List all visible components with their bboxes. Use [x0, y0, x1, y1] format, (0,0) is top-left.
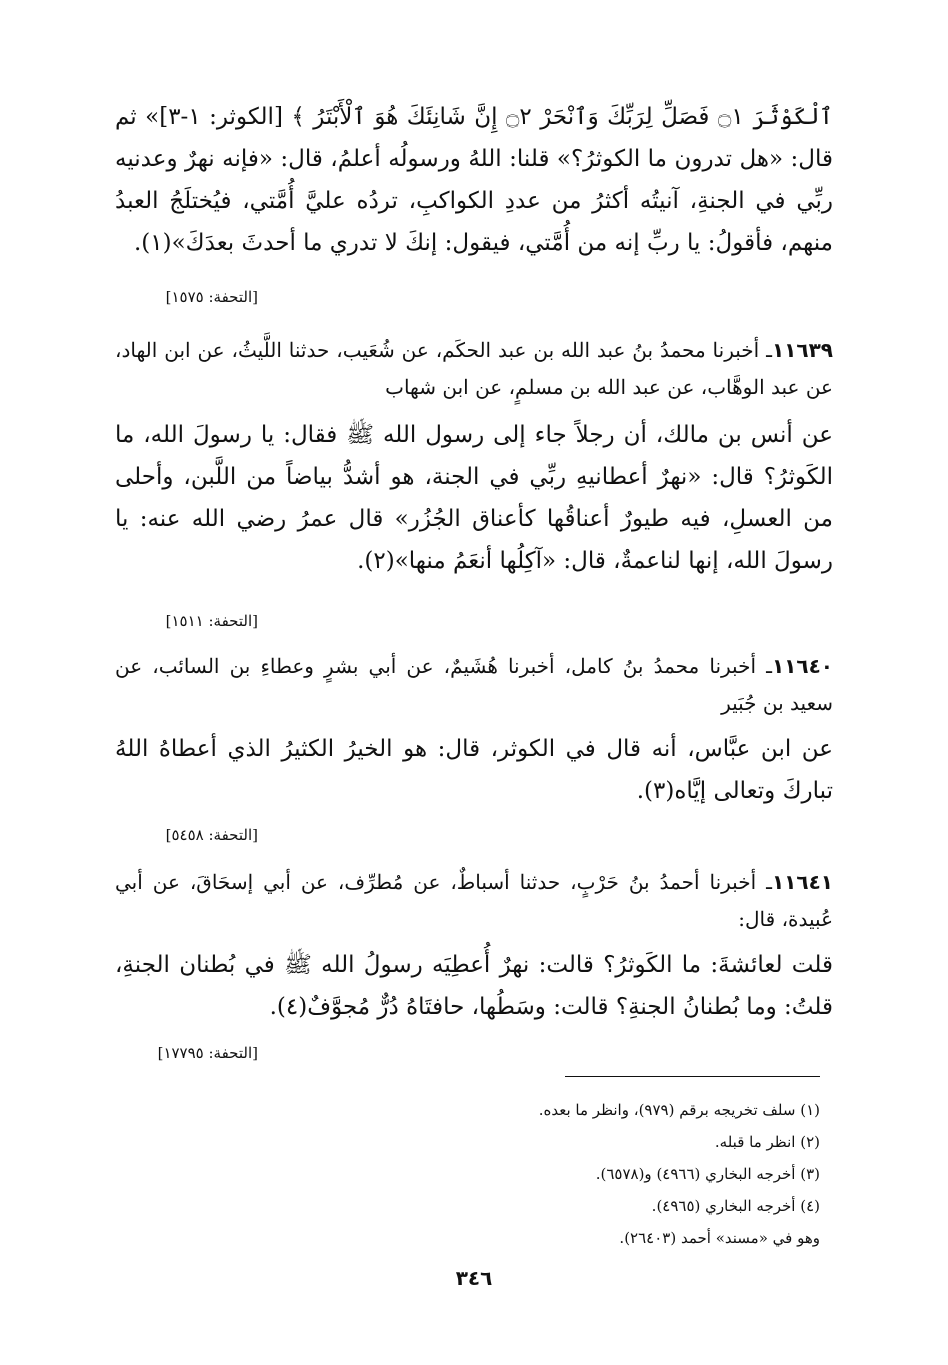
hadith-1639-chain-text: ـ أخبرنا محمدُ بنُ عبد الله بن عبد الحكَم، عن شُعَيب، حدثنا اللَّيثُ، عن ابن الهاد، عن عبد الوهَّاب، عن عبد الله بن مسلمٍ، عن ابن شهاب	[115, 338, 833, 399]
hadith-1640-chain	[115, 648, 833, 722]
hadith-1640-number: ١١٦٤٠	[771, 654, 833, 678]
hadith-1641-text: قلت لعائشةَ: ما الكَوثرُ؟ قالت: نهرٌ أُعطِيَه رسولُ الله ﷺ في بُطنان الجنةِ، قلتُ: وما بُطنانُ الجنةِ؟ قالت: وسَطُها، حافتَاهُ دُرٌّ مُجوَّفٌ(٤).	[115, 952, 833, 1020]
footnotes	[200, 1094, 820, 1254]
hadith-1639-chain	[115, 332, 833, 406]
footnote-separator	[565, 1076, 820, 1077]
hadith-1640-ref: [التحفة: ٥٤٥٨]	[165, 826, 258, 844]
hadith-1639-number: ١١٦٣٩	[771, 338, 833, 362]
footnote-1: (١) سلف تخريجه برقم (٩٧٩)، وانظر ما بعده.	[538, 1101, 820, 1119]
page-number: ٣٤٦	[455, 1266, 493, 1290]
footnote-2: (٢) انظر ما قبله.	[714, 1133, 820, 1151]
intro-ref: [التحفة: ١٥٧٥]	[165, 288, 258, 306]
hadith-1639-text: عن أنس بن مالك، أن رجلاً جاء إلى رسول الله ﷺ فقال: يا رسولَ الله، ما الكَوثرُ؟ قال: «نهرٌ أعطانيهِ ربِّي في الجنة، هو أشدُّ بياضاً من اللَّبن، وأحلى من العسلِ، فيه طيورٌ أعناقُها كأعناق الجُزُر» قال عمرُ رضي الله عنه: يا رسولَ الله، إنها لناعمةٌ، قال: «آكِلُها أنعَمُ منها»(٢).	[115, 422, 833, 574]
intro-paragraph: ٱلْكَوْثَرَ ۝١ فَصَلِّ لِرَبِّكَ وَٱنْحَرْ ۝٢ إِنَّ شَانِئَكَ هُوَ ٱلْأَبْتَرُ ﴾ [الكوثر: ١-٣]» ثم قال: «هل تدرون ما الكوثرُ؟» قلنا: اللهُ ورسولُه أعلمُ، قال: «فإنه نهرٌ وعدنيه ربِّي في الجنةِ، آنيتُه أكثرُ من عددِ الكواكبِ، تردُه عليَّ أُمَّتي، فيُختلَجُ العبدُ منهم، فأقولُ: يا ربِّ إنه من أُمَّتي، فيقول: إنكَ لا تدري ما أحدثَ بعدَكَ»(١).	[115, 104, 833, 256]
hadith-1639-ref: [التحفة: ١٥١١]	[165, 612, 258, 630]
footnote-3: (٣) أخرجه البخاري (٤٩٦٦) و(٦٥٧٨).	[595, 1165, 820, 1183]
hadith-1640-text: عن ابن عبَّاس، أنه قال في الكوثر، قال: هو الخيرُ الكثيرُ الذي أعطاهُ اللهُ تباركَ وتعالى إيَّاه(٣).	[115, 736, 833, 804]
hadith-1640-chain-text: ـ أخبرنا محمدُ بنُ كامل، أخبرنا هُشَيمٌ، عن أبي بشرٍ وعطاءِ بن السائب، عن سعيد بن جُبَير	[115, 654, 833, 715]
hadith-1641-chain	[115, 864, 833, 938]
footnote-4-cont: وهو في «مسند» أحمد (٢٦٤٠٣).	[619, 1229, 820, 1247]
footnote-4: (٤) أخرجه البخاري (٤٩٦٥).	[651, 1197, 820, 1215]
hadith-1641-number: ١١٦٤١	[771, 870, 833, 894]
hadith-1641-chain-text: ـ أخبرنا أحمدُ بنُ حَرْبٍ، حدثنا أسباطٌ، عن مُطرِّف، عن أبي إسحَاقَ، عن أبي عُبيدة، قال:	[115, 870, 833, 931]
hadith-1641-ref: [التحفة: ١٧٧٩٥]	[157, 1044, 258, 1062]
